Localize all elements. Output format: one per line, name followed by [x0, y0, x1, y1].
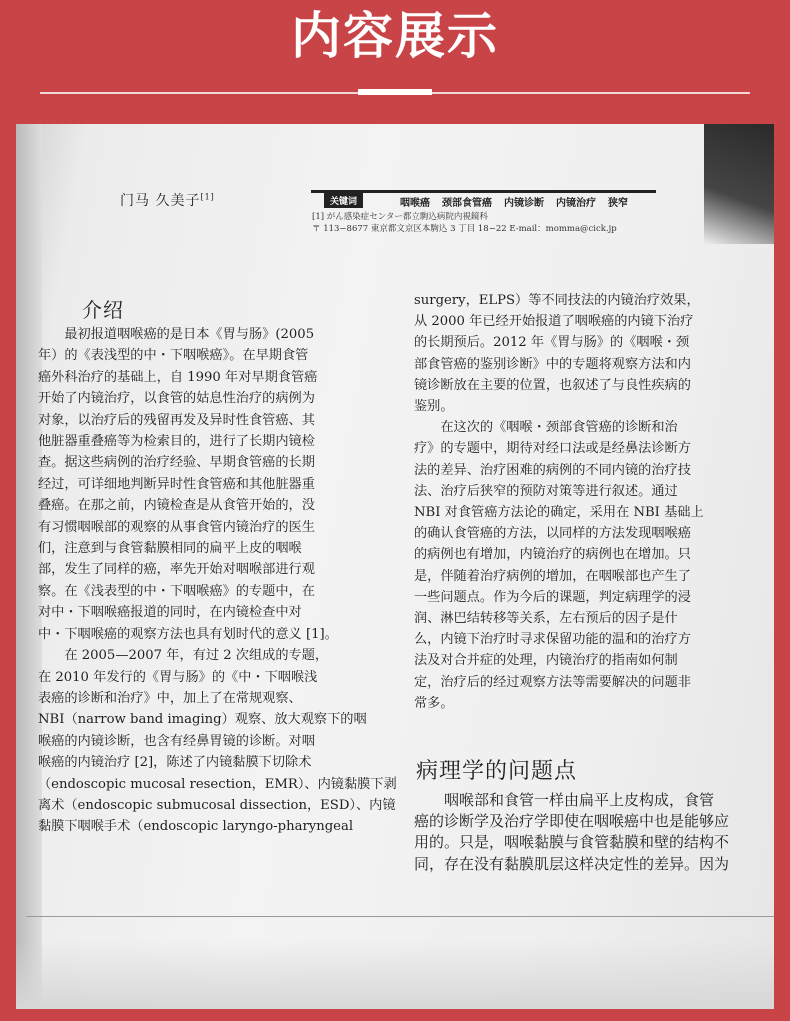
text-line: 叠癌。在那之前，内镜检查是从食管开始的，没 [38, 498, 315, 514]
text-line: 是，伴随着治疗病例的增加，在咽喉部也产生了 [414, 568, 691, 584]
text-line: 用的。只是，咽喉黏膜与食管黏膜和壁的结构不 [414, 833, 730, 852]
text-line: 离术（endoscopic submucosal dissection，ESD）、内镜 [38, 797, 396, 813]
background-corner [704, 124, 774, 244]
text-line: 的病例也有增加，内镜治疗的病例也在增加。只 [414, 547, 691, 563]
book-page-photo [16, 124, 774, 1009]
text-line: 查。据这些病例的治疗经验、早期食管癌的长期 [38, 455, 315, 471]
keyword-label: 关键词 [324, 193, 363, 208]
section-heading-pathology: 病理学的问题点 [416, 759, 578, 784]
right-column-section2 [414, 790, 774, 875]
text-line: 癌外科治疗的基础上，自 1990 年对早期食管癌 [38, 369, 318, 385]
text-line: 表癌的诊断和治疗》中，加上了在常规观察、 [38, 690, 302, 706]
text-line: 鉴别。 [414, 399, 454, 415]
text-line: （endoscopic mucosal resection，EMR）、内镜黏膜下剥 [38, 776, 397, 792]
text-line: 同，存在没有黏膜肌层这样决定性的差异。因为 [414, 854, 730, 873]
text-line: 在这次的《咽喉・颈部食管癌的诊断和治 [414, 420, 678, 436]
text-line: 黏膜下咽喉手术（endoscopic laryngo-pharyngeal [38, 819, 354, 835]
text-line: 们，注意到与食管黏膜相同的扁平上皮的咽喉 [38, 541, 302, 557]
text-line: NBI 对食管癌方法论的确定，采用在 NBI 基础上 [414, 505, 704, 521]
text-line: 法、治疗后狭窄的预防对策等进行叙述。通过 [414, 483, 678, 499]
text-line: 中・下咽喉癌的观察方法也具有划时代的意义 [1]。 [38, 626, 338, 642]
author-text: 门马 久美子 [120, 193, 201, 209]
text-line: 在 2010 年发行的《胃与肠》的《中・下咽喉浅 [38, 669, 318, 685]
banner-title: 内容展示 [291, 7, 499, 65]
text-line: 常多。 [414, 695, 454, 711]
left-column [38, 324, 398, 838]
keyword: 咽喉癌 [400, 198, 430, 209]
text-line: 开始了内镜治疗，以食管的姑息性治疗的病例为 [38, 391, 315, 407]
keyword-list [400, 194, 628, 209]
text-line: 喉癌的内镜诊断，也含有经鼻胃镜的诊断。对咽 [38, 733, 315, 749]
affiliation-line: 〒 113−8677 東京都文京区本駒込 3 丁目 18−22 E-mail：momma@cick.jp [312, 224, 617, 234]
text-line: 对象，以治疗后的残留再发及异时性食管癌、其 [38, 412, 315, 428]
text-line: 疗》的专题中，期待对经口法或是经鼻法诊断方 [414, 441, 691, 457]
section-heading-intro: 介绍 [82, 298, 124, 322]
right-column [414, 290, 766, 714]
banner-divider-left [40, 92, 358, 94]
text-line: 么，内镜下治疗时寻求保留功能的温和的治疗方 [414, 632, 691, 648]
text-line: 一些问题点。作为今后的课题，判定病理学的浸 [414, 589, 691, 605]
keyword: 内镜诊断 [504, 198, 544, 209]
text-line: 有习惯咽喉部的观察的从事食管内镜治疗的医生 [38, 519, 315, 535]
author-ref: [1] [200, 192, 215, 202]
keyword: 内镜治疗 [556, 198, 596, 209]
banner-divider-mark [358, 89, 432, 95]
text-line: 法的差异、治疗困难的病例的不同内镜的治疗技 [414, 462, 691, 478]
text-line: 部食管癌的鉴别诊断》中的专题将观察方法和内 [414, 356, 691, 372]
text-line: 定，治疗后的经过观察方法等需要解决的问题非 [414, 674, 691, 690]
text-line: 在 2005—2007 年，有过 2 次组成的专题， [38, 648, 329, 664]
text-line: 咽喉部和食管一样由扁平上皮构成，食管 [414, 791, 715, 809]
text-line: 部，发生了同样的癌，率先开始对咽喉部进行观 [38, 562, 315, 578]
page-bottom-shadow [16, 939, 774, 1009]
text-line: NBI（narrow band imaging）观察、放大观察下的咽 [38, 712, 367, 728]
text-line: 的长期预后。2012 年《胃与肠》的《咽喉・颈 [414, 335, 690, 351]
text-line: 察。在《浅表型的中・下咽喉癌》的专题中，在 [38, 583, 315, 599]
text-line: 镜诊断放在主要的位置，也叙述了与良性疾病的 [414, 377, 691, 393]
text-line: 的确认食管癌的方法，以同样的方法发现咽喉癌 [414, 526, 691, 542]
text-line: 喉癌的内镜治疗 [2]，陈述了内镜黏膜下切除术 [38, 755, 312, 771]
page-bottom-rule [26, 916, 774, 917]
text-line: 润、淋巴结转移等关系，左右预后的因子是什 [414, 611, 678, 627]
text-line: 最初报道咽喉癌的是日本《胃与肠》(2005 [38, 327, 315, 342]
text-line: 他脏器重叠癌等为检索目的，进行了长期内镜检 [38, 434, 315, 450]
text-line: 年）的《表浅型的中・下咽喉癌》。在早期食管 [38, 348, 309, 364]
banner-divider-right [432, 92, 750, 94]
text-line: surgery，ELPS）等不同技法的内镜治疗效果， [414, 293, 700, 308]
author-name [120, 190, 215, 210]
text-line: 癌的诊断学及治疗学即使在咽喉癌中也是能够应 [414, 812, 730, 831]
affiliation-line: [1] がん感染症センター都立駒込病院内視鏡科 [312, 212, 488, 222]
affiliation [312, 211, 617, 235]
keyword: 颈部食管癌 [442, 198, 492, 209]
text-line: 经过，可详细地判断异时性食管癌和其他脏器重 [38, 476, 315, 492]
text-line: 对中・下咽喉癌报道的同时，在内镜检查中对 [38, 605, 302, 621]
text-line: 法及对合并症的处理，内镜治疗的指南如何制 [414, 653, 678, 669]
text-line: 从 2000 年已经开始报道了咽喉癌的内镜下治疗 [414, 314, 694, 330]
keyword: 狭窄 [608, 198, 628, 209]
